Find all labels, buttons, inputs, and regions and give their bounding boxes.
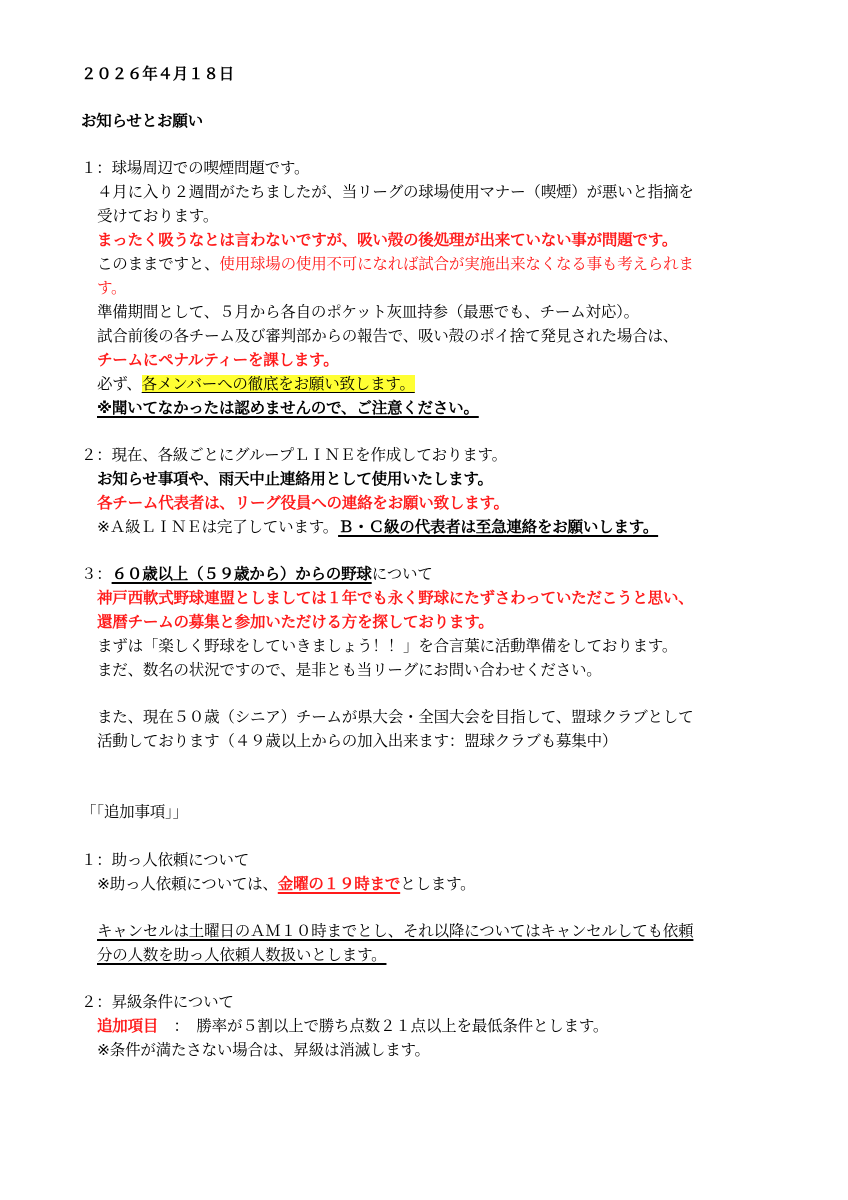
document-date: ２０２６年４月１８日 [81, 65, 235, 83]
highlighted-request: 各メンバーへの徹底をお願い致します。 [141, 375, 415, 393]
section-2-line: お知らせ事項や、雨天中止連絡用として使用いたします。 [97, 470, 493, 488]
section-1-line-part: このままですと、 [97, 255, 220, 273]
additional-2-line: ※条件が満たさない場合は、昇級は消滅します。 [97, 1041, 430, 1059]
section-3-heading-emphasis: ６０歳以上（５９歳から）からの野球 [111, 565, 372, 583]
section-1-line: 準備期間として、５月から各自のポケット灰皿持参（最悪でも、チーム対応）。 [97, 303, 639, 321]
section-3-red-text: 還暦チームの募集と参加いただける方を探しております。 [97, 613, 494, 631]
deadline-text: 金曜の１９時まで [277, 875, 401, 893]
section-3-line: また、現在５０歳（シニア）チームが県大会・全国大会を目指して、盟球クラブとして [97, 708, 694, 726]
additional-2-heading: ２：昇級条件について [81, 993, 234, 1011]
section-1-notice: ※聞いてなかったは認めませんので、ご注意ください。 [97, 399, 479, 417]
cancellation-rule: キャンセルは土曜日のＡＭ１０時までとし、それ以降についてはキャンセルしても依頼 [97, 922, 694, 940]
section-3-heading-suffix: について [371, 565, 433, 583]
section-3-heading-number: ３： [81, 565, 112, 583]
section-1-line [97, 254, 694, 274]
promotion-condition: ： 勝率が５割以上で勝ち点数２１点以上を最低条件とします。 [158, 1017, 609, 1035]
section-3-line: まだ、数名の状況ですので、是非とも当リーグにお問い合わせください。 [97, 661, 602, 679]
section-3-line: 活動しております（４９歳以上からの加入出来ます：盟球クラブも募集中） [97, 732, 618, 750]
section-1-line [97, 374, 415, 394]
additional-1-heading: １：助っ人依頼について [81, 851, 249, 869]
section-2-red-text: 各チーム代表者は、リーグ役員への連絡をお願い致します。 [97, 494, 509, 512]
section-1-penalty: チームにペナルティーを課します。 [97, 351, 339, 369]
section-3-line: まずは「楽しく野球をしていきましょう！！」を合言葉に活動準備をしております。 [97, 637, 678, 655]
section-2-urgent-text: Ｂ・Ｃ級の代表者は至急連絡をお願いします。 [338, 518, 659, 536]
section-1-warning: まったく吸うなとは言わないですが、吸い殻の後処理が出来ていない事が問題です。 [97, 231, 678, 249]
section-1-line: 受けております。 [97, 207, 219, 225]
section-3-red-text: 神戸西軟式野球連盟としましては１年でも永く野球にたずさわっていただこうと思い、 [97, 589, 694, 607]
section-2-line-part: ※Ａ級ＬＩＮＥは完了しています。 [97, 518, 339, 536]
section-1-heading: １：球場周辺での喫煙問題です。 [81, 159, 310, 177]
section-2-heading: ２：現在、各級ごとにグループＬＩＮＥを作成しております。 [81, 446, 507, 464]
section-1-line: 試合前後の各チーム及び審判部からの報告で、吸い殻のポイ捨て発見された場合は、 [97, 327, 679, 345]
section-1-red-text: す。 [97, 279, 127, 297]
section-1-line-part: 必ず、 [97, 375, 142, 393]
additional-1-line-part: ※助っ人依頼については、 [97, 875, 278, 893]
section-1-line: ４月に入り２週間がたちましたが、当リーグの球場使用マナー（喫煙）が悪いと指摘を [97, 183, 694, 201]
section-1-red-text: 使用球場の使用不可になれば試合が実施出来なくなる事も考えられま [219, 255, 694, 273]
cancellation-rule: 分の人数を助っ人依頼人数扱いとします。 [97, 946, 387, 964]
additional-item-label: 追加項目 [97, 1017, 159, 1035]
additional-1-line [97, 874, 475, 894]
additional-1-line-part: とします。 [400, 875, 476, 893]
additional-heading: 「「追加事項」」 [81, 803, 188, 821]
section-3-heading [81, 564, 433, 584]
document-title: お知らせとお願い [81, 112, 203, 130]
additional-2-line [97, 1016, 608, 1036]
section-2-line [97, 517, 658, 537]
